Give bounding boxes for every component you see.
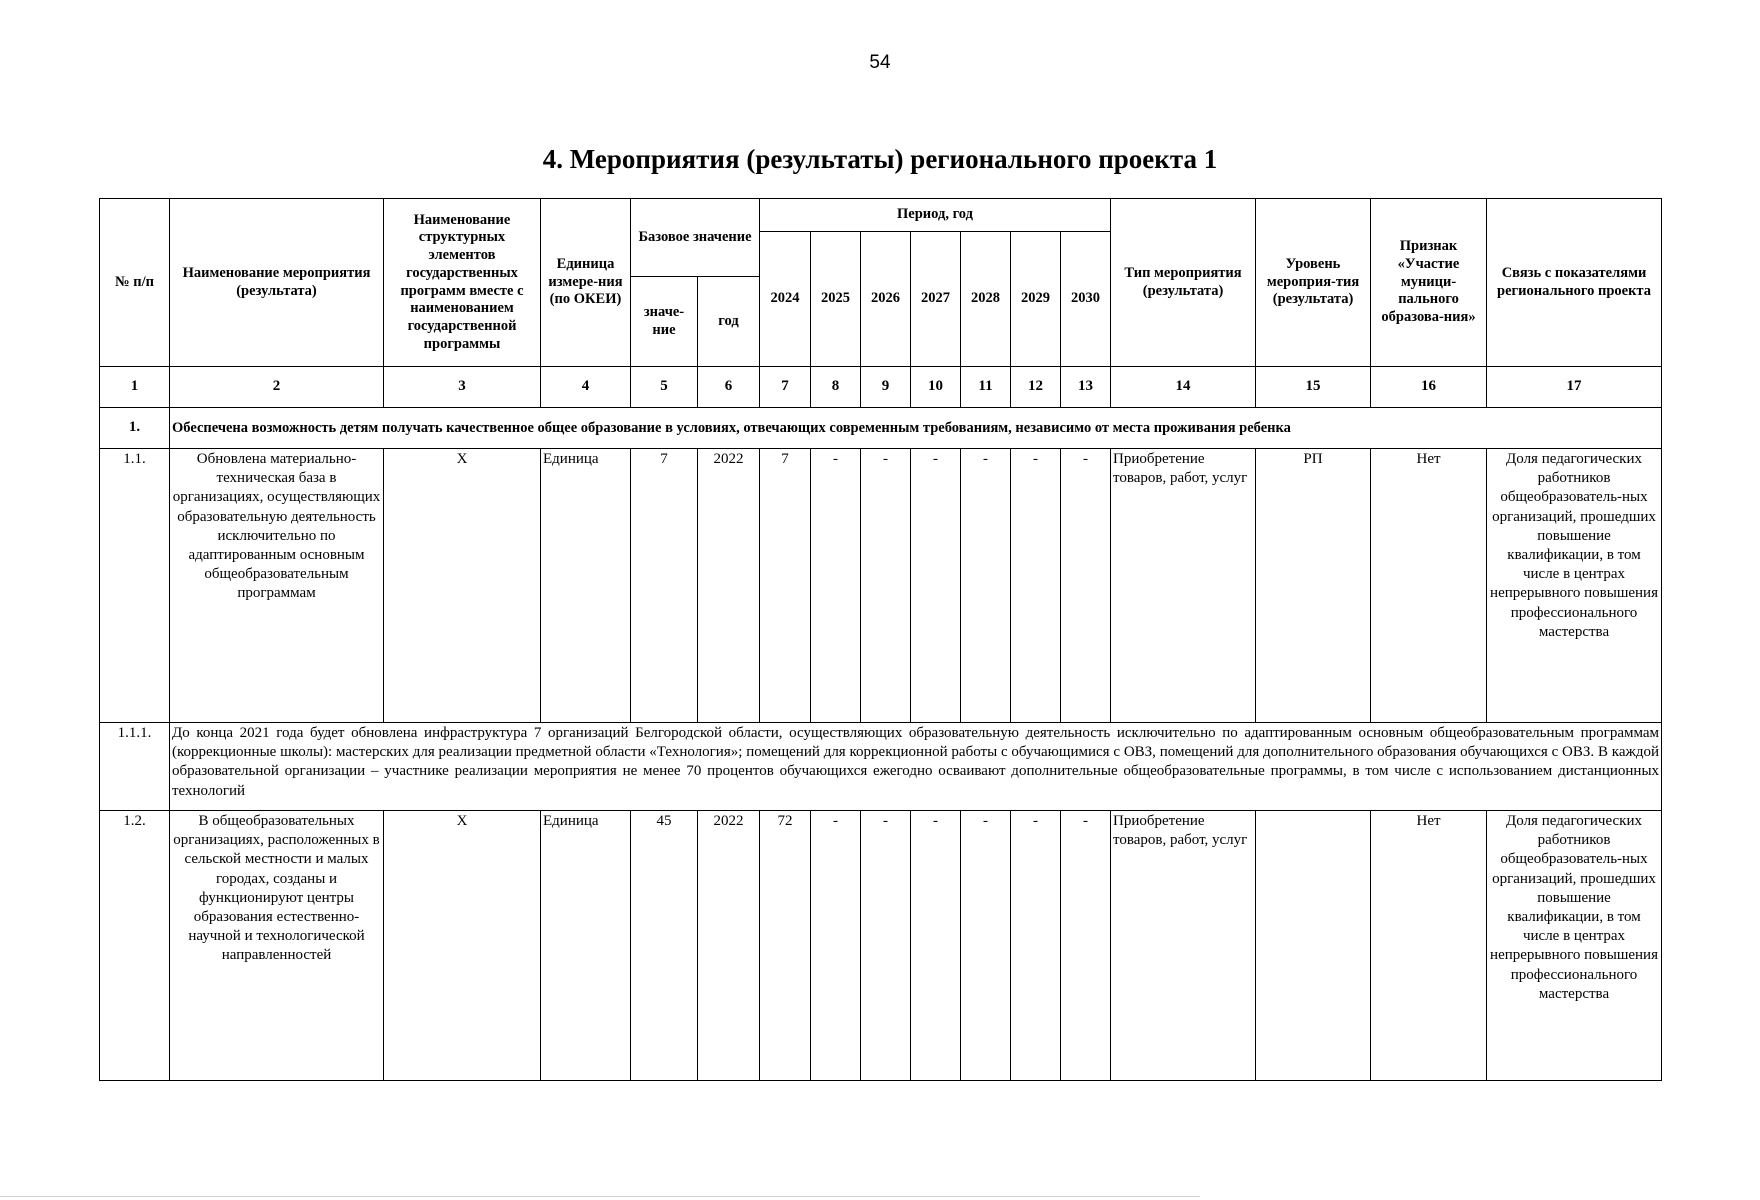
row-structural-element: X (384, 811, 541, 1081)
row-value-2025: - (811, 449, 861, 723)
column-number: 10 (911, 367, 961, 408)
column-number: 7 (760, 367, 811, 408)
row-municipal-participation: Нет (1371, 811, 1487, 1081)
row-value-2028: - (961, 811, 1011, 1081)
column-number: 3 (384, 367, 541, 408)
column-number: 11 (961, 367, 1011, 408)
column-number: 16 (1371, 367, 1487, 408)
column-number: 15 (1256, 367, 1371, 408)
column-number: 14 (1111, 367, 1256, 408)
column-number: 1 (100, 367, 170, 408)
header-year-2028: 2028 (961, 232, 1011, 367)
row-value-2030: - (1061, 811, 1111, 1081)
row-value-2026: - (861, 449, 911, 723)
column-number: 6 (698, 367, 760, 408)
subrow-description: До конца 2021 года будет обновлена инфраструктура 7 организаций Белгородской области, осуществляющих образовательную деятельность исключительно по адаптированным основным общеобразовательным программам (коррекционные школы): мастерских для реализации предметной области «Технология»; помещений для коррекционной работы с обучающимися с ОВЗ, помещений для дополнительного образования обучающихся с ОВЗ. В каждой образовательной организации – участнике реализации мероприятия не менее 70 процентов обучающихся ежегодно осваивают дополнительные общеобразовательные программы, в том числе с использованием дистанционных технологий (170, 723, 1662, 811)
section-row (100, 408, 1662, 449)
row-value-2028: - (961, 449, 1011, 723)
table-subrow (100, 723, 1662, 811)
row-event-level (1256, 811, 1371, 1081)
row-value-2027: - (911, 449, 961, 723)
row-value-2029: - (1011, 811, 1061, 1081)
row-value-2024: 72 (760, 811, 811, 1081)
header-base-value-value: значе-ние (631, 277, 698, 367)
row-indicator-link: Доля педагогических работников общеобразователь-ных организаций, прошедших повышение квалификации, в том числе в центрах непрерывного повышения профессионального мастерства (1487, 449, 1662, 723)
row-num: 1.2. (100, 811, 170, 1081)
header-event-type: Тип мероприятия (результата) (1111, 199, 1256, 367)
header-structural-elements: Наименование структурных элементов государственных программ вместе с наименованием государственной программы (384, 199, 541, 367)
section-title: Обеспечена возможность детям получать качественное общее образование в условиях, отвечающих современным требованиям, независимо от места проживания ребенка (170, 408, 1662, 449)
row-indicator-link: Доля педагогических работников общеобразователь-ных организаций, прошедших повышение квалификации, в том числе в центрах непрерывного повышения профессионального мастерства (1487, 811, 1662, 1081)
page-title: 4. Мероприятия (результаты) регионального проекта 1 (542, 144, 1218, 174)
row-value-2029: - (1011, 449, 1061, 723)
section-num: 1. (100, 408, 170, 449)
header-year-2029: 2029 (1011, 232, 1061, 367)
header-unit: Единица измере-ния (по ОКЕИ) (541, 199, 631, 367)
row-event-name: В общеобразовательных организациях, расположенных в сельской местности и малых городах, созданы и функционируют центры образования естественно-научной и технологической направленностей (170, 811, 384, 1081)
header-indicator-link: Связь с показателями регионального проекта (1487, 199, 1662, 367)
row-base-year: 2022 (698, 449, 760, 723)
page-number: 54 (869, 52, 891, 73)
header-year-2026: 2026 (861, 232, 911, 367)
column-number: 8 (811, 367, 861, 408)
header-event-level: Уровень мероприя-тия (результата) (1256, 199, 1371, 367)
row-value-2026: - (861, 811, 911, 1081)
row-base-value: 45 (631, 811, 698, 1081)
column-number: 12 (1011, 367, 1061, 408)
header-num: № п/п (100, 199, 170, 367)
events-table-container (99, 198, 1662, 1081)
header-municipal-participation: Признак «Участие муници-пального образова-ния» (1371, 199, 1487, 367)
header-year-2027: 2027 (911, 232, 961, 367)
row-event-name: Обновлена материально-техническая база в организациях, осуществляющих образовательную деятельность исключительно по адаптированным основным общеобразовательным программам (170, 449, 384, 723)
column-number: 17 (1487, 367, 1662, 408)
header-base-value: Базовое значение (631, 199, 760, 277)
row-num: 1.1. (100, 449, 170, 723)
column-number: 9 (861, 367, 911, 408)
row-value-2025: - (811, 811, 861, 1081)
header-year-2024: 2024 (760, 232, 811, 367)
subrow-num: 1.1.1. (100, 723, 170, 811)
header-event-name: Наименование мероприятия (результата) (170, 199, 384, 367)
row-base-year: 2022 (698, 811, 760, 1081)
table-row (100, 811, 1662, 1081)
header-base-value-year: год (698, 277, 760, 367)
scan-edge-divider (0, 1196, 1200, 1197)
column-number: 5 (631, 367, 698, 408)
row-value-2030: - (1061, 449, 1111, 723)
column-number: 4 (541, 367, 631, 408)
table-row (100, 449, 1662, 723)
row-event-type: Приобретение товаров, работ, услуг (1111, 811, 1256, 1081)
events-table (99, 198, 1662, 1081)
row-structural-element: X (384, 449, 541, 723)
row-unit: Единица (541, 811, 631, 1081)
row-value-2024: 7 (760, 449, 811, 723)
header-year-2025: 2025 (811, 232, 861, 367)
row-municipal-participation: Нет (1371, 449, 1487, 723)
row-base-value: 7 (631, 449, 698, 723)
header-period: Период, год (760, 199, 1111, 232)
row-event-level: РП (1256, 449, 1371, 723)
column-numbers-row (100, 367, 1662, 408)
row-unit: Единица (541, 449, 631, 723)
column-number: 2 (170, 367, 384, 408)
row-value-2027: - (911, 811, 961, 1081)
column-number: 13 (1061, 367, 1111, 408)
header-year-2030: 2030 (1061, 232, 1111, 367)
row-event-type: Приобретение товаров, работ, услуг (1111, 449, 1256, 723)
